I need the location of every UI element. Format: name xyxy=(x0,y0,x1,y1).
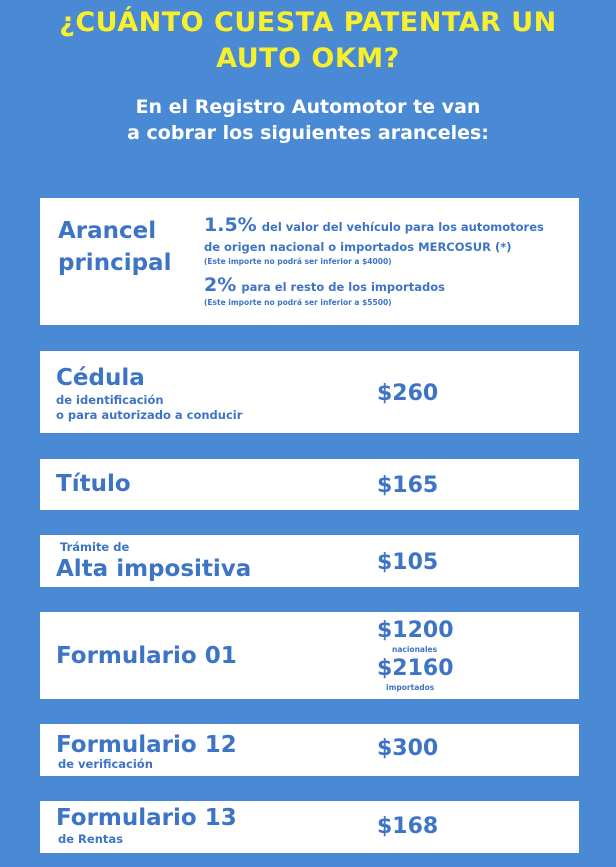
alta-price: $105 xyxy=(377,550,439,575)
arancel-desc-1b: de origen nacional o importados MERCOSUR (*) xyxy=(204,240,512,254)
subtitle-line-1: En el Registro Automotor te van xyxy=(135,96,481,118)
alta-name: Alta impositiva xyxy=(56,556,252,582)
arancel-note-1: (Este importe no podrá ser inferior a $4000) xyxy=(204,257,392,266)
arancel-desc-1a: del valor del vehículo para los automotores xyxy=(261,220,544,234)
arancel-note-2: (Este importe no podrá ser inferior a $5500) xyxy=(204,298,392,307)
form12-card xyxy=(40,724,579,776)
page-title-line-2: AUTO OKM? xyxy=(216,43,400,74)
cedula-sub-2: o para autorizado a conducir xyxy=(56,408,243,422)
form01-price-1: $1200 xyxy=(377,618,454,643)
subtitle-line-2: a cobrar los siguientes aranceles: xyxy=(127,122,489,144)
alta-pre: Trámite de xyxy=(60,540,130,554)
form01-card xyxy=(40,612,579,699)
titulo-card xyxy=(40,459,579,510)
arancel-name-line-2: principal xyxy=(58,250,172,276)
cedula-sub-1: de identificación xyxy=(56,393,164,407)
arancel-pct-1: 1.5% xyxy=(204,214,257,236)
form12-name: Formulario 12 xyxy=(56,732,237,758)
form01-label-2: importados xyxy=(386,683,435,692)
arancel-line-1 xyxy=(204,214,544,236)
titulo-name: Título xyxy=(56,471,131,497)
cedula-name: Cédula xyxy=(56,365,145,391)
form01-label-1: nacionales xyxy=(392,645,438,654)
form12-sub: de verificación xyxy=(58,757,153,771)
cedula-card xyxy=(40,351,579,433)
page-title-line-1: ¿CUÁNTO CUESTA PATENTAR UN xyxy=(59,7,557,38)
form01-price-2: $2160 xyxy=(377,656,454,681)
form13-sub: de Rentas xyxy=(58,832,123,846)
arancel-line-2 xyxy=(204,274,445,296)
form13-name: Formulario 13 xyxy=(56,805,237,831)
form13-card xyxy=(40,801,579,853)
arancel-pct-2: 2% xyxy=(204,274,237,296)
arancel-principal-card xyxy=(40,198,579,325)
cedula-price: $260 xyxy=(377,381,439,406)
form01-name: Formulario 01 xyxy=(56,643,237,669)
titulo-price: $165 xyxy=(377,473,439,498)
form13-price: $168 xyxy=(377,814,439,839)
arancel-desc-2: para el resto de los importados xyxy=(241,280,445,294)
alta-card xyxy=(40,535,579,587)
form12-price: $300 xyxy=(377,736,439,761)
arancel-name-line-1: Arancel xyxy=(58,218,157,244)
